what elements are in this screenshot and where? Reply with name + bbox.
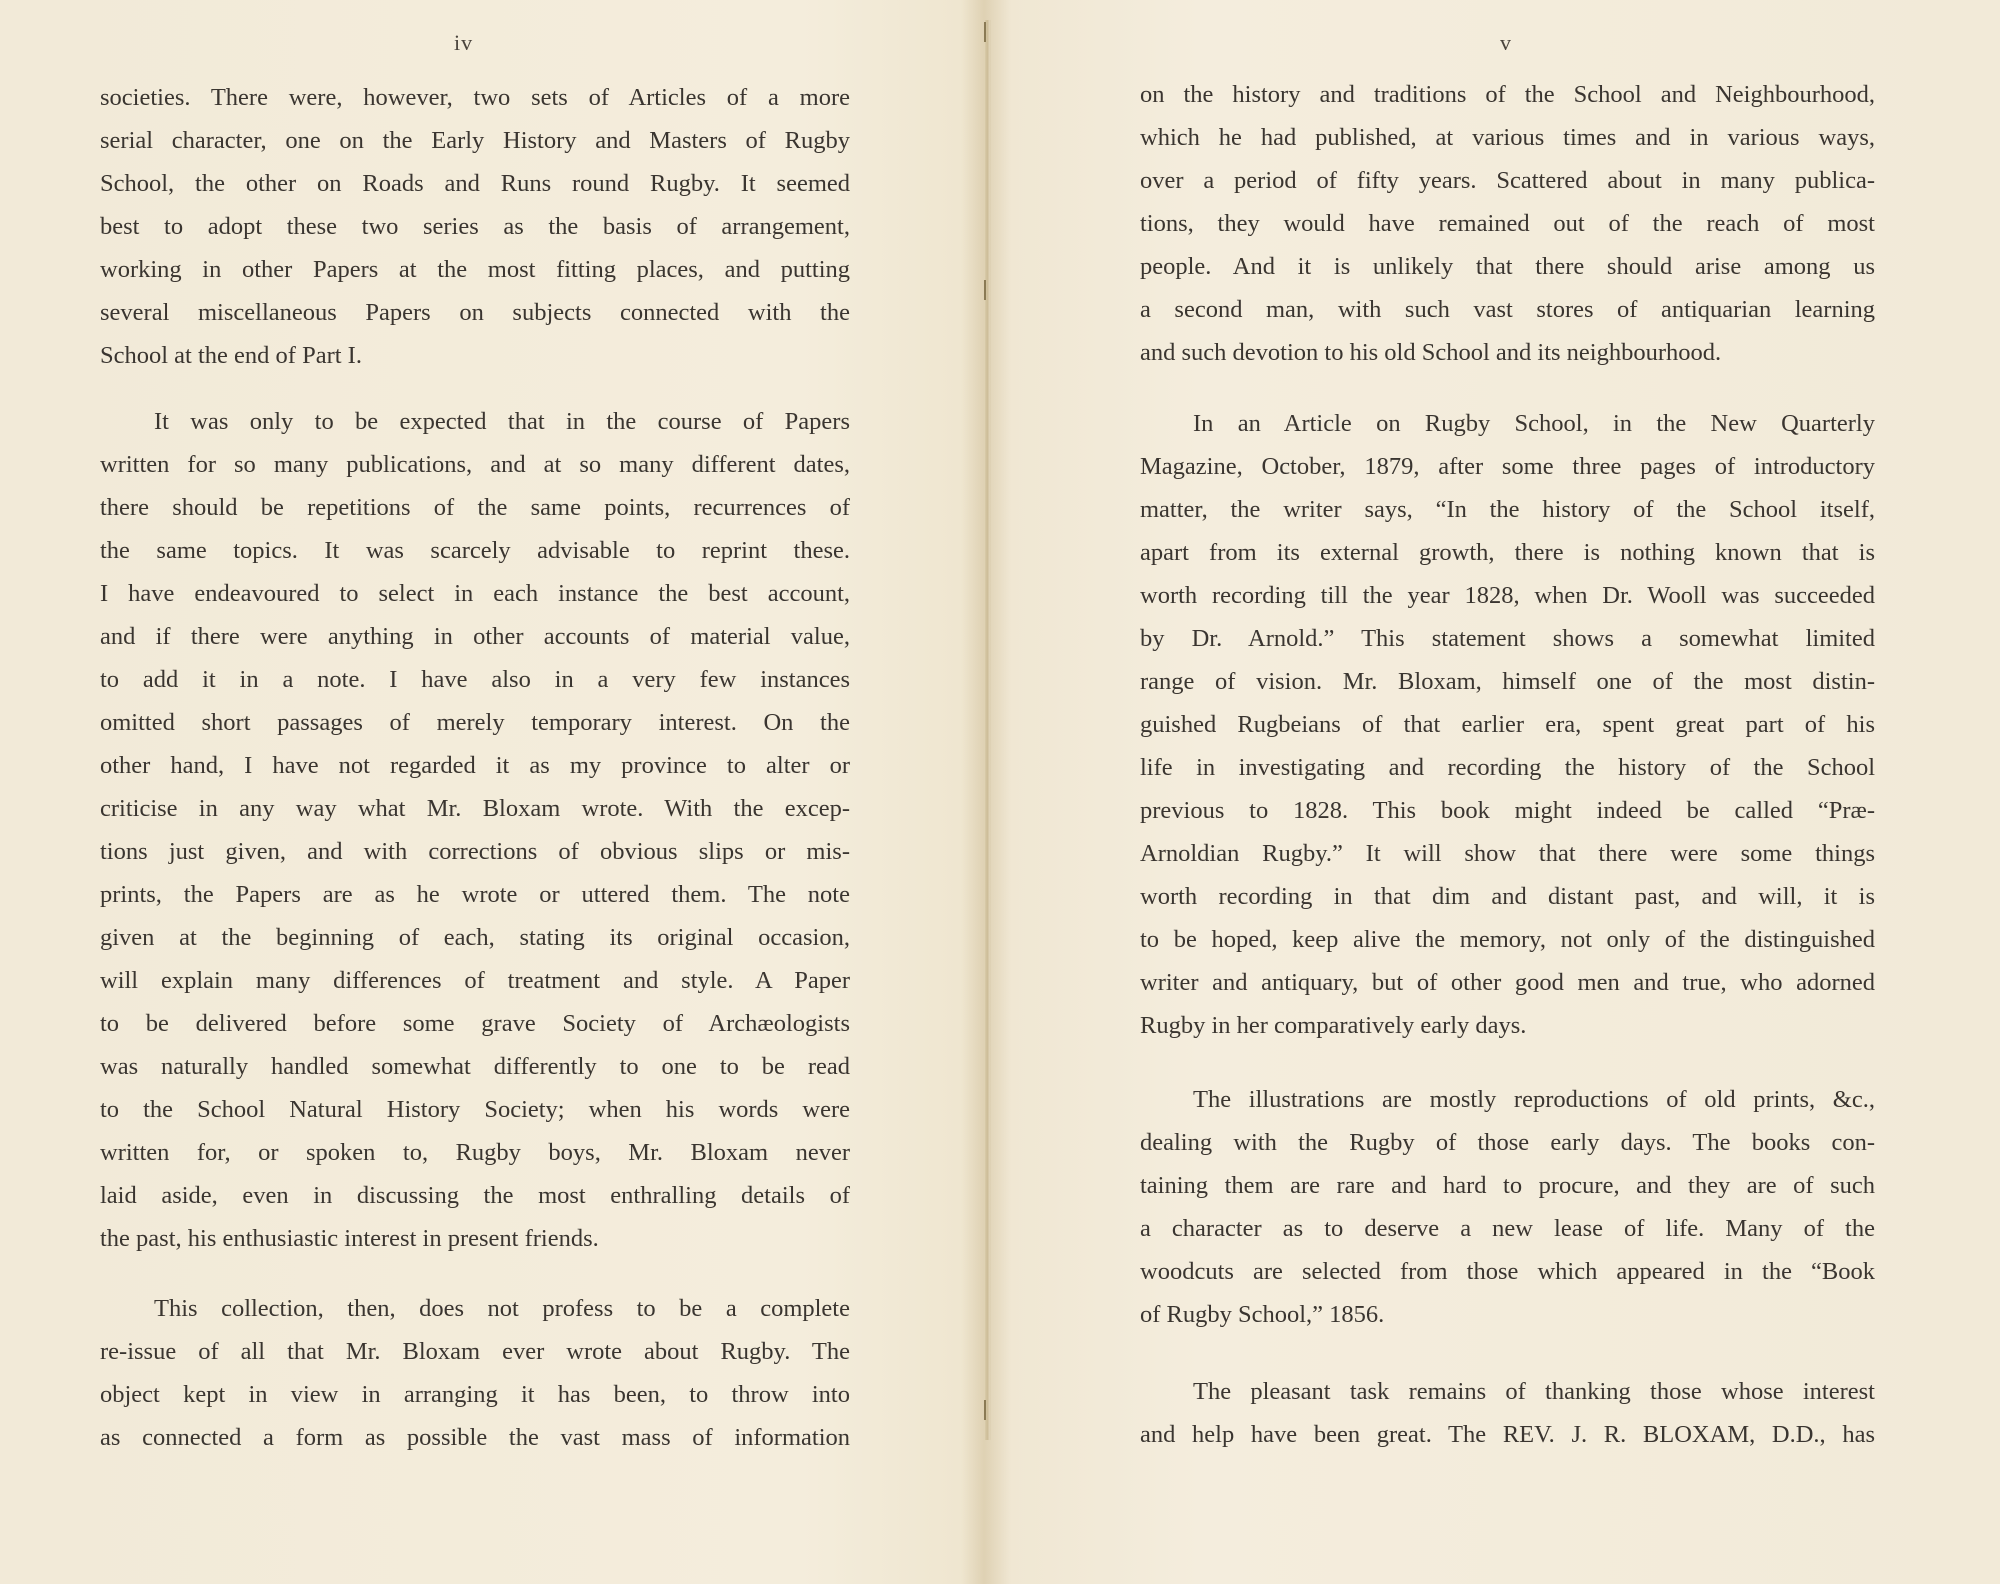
text-line: a second man, with such vast stores of antiquarian learning [1140,296,1875,323]
text-line: worth recording in that dim and distant past, and will, it is [1140,883,1875,910]
text-line: the past, his enthusiastic interest in present friends. [100,1225,599,1252]
text-line: criticise in any way what Mr. Bloxam wrote. With the excep- [100,795,850,822]
text-line: life in investigating and recording the history of the School [1140,754,1875,781]
text-line: tions, they would have remained out of the reach of most [1140,210,1875,237]
text-line: range of vision. Mr. Bloxam, himself one of the most distin- [1140,668,1875,695]
text-line: guished Rugbeians of that earlier era, spent great part of his [1140,711,1875,738]
text-line: several miscellaneous Papers on subjects connected with the [100,299,850,326]
text-line: laid aside, even in discussing the most enthralling details of [100,1182,850,1209]
text-line: The illustrations are mostly reproductions of old prints, &c., [1193,1086,1875,1113]
text-line: and if there were anything in other accounts of material value, [100,623,850,650]
binding-thread [984,280,996,300]
paragraph [100,76,850,377]
text-line: re-issue of all that Mr. Bloxam ever wrote about Rugby. The [100,1338,850,1365]
text-line: Rugby in her comparatively early days. [1140,1012,1527,1039]
text-line: the same topics. It was scarcely advisable to reprint these. [100,537,850,564]
text-line: given at the beginning of each, stating its original occasion, [100,924,850,951]
text-line: to add it in a note. I have also in a very few instances [100,666,850,693]
left-page [0,0,975,1584]
text-line: omitted short passages of merely temporary interest. On the [100,709,850,736]
text-line: was naturally handled somewhat differently to one to be read [100,1053,850,1080]
page-number: v [1500,30,1512,55]
text-line: to be hoped, keep alive the memory, not only of the distinguished [1140,926,1875,953]
text-line: The pleasant task remains of thanking those whose interest [1193,1378,1875,1405]
text-line: object kept in view in arranging it has been, to throw into [100,1381,850,1408]
text-line: societies. There were, however, two sets of Articles of a more [100,84,850,111]
text-line: woodcuts are selected from those which appeared in the “Book [1140,1258,1875,1285]
text-line: on the history and traditions of the School and Neighbourhood, [1140,81,1875,108]
text-line: matter, the writer says, “In the history of the School itself, [1140,496,1875,523]
text-line: In an Article on Rugby School, in the New Quarterly [1193,410,1875,437]
text-line: which he had published, at various times and in various ways, [1140,124,1875,151]
text-line: writer and antiquary, but of other good men and true, who adorned [1140,969,1875,996]
text-line: to the School Natural History Society; when his words were [100,1096,850,1123]
text-line: Magazine, October, 1879, after some three pages of introductory [1140,453,1875,480]
text-line: of Rugby School,” 1856. [1140,1301,1385,1328]
text-line: written for, or spoken to, Rugby boys, Mr. Bloxam never [100,1139,850,1166]
text-line: prints, the Papers are as he wrote or uttered them. The note [100,881,850,908]
paragraph [1140,402,1875,1047]
text-line: I have endeavoured to select in each instance the best account, [100,580,850,607]
text-line: over a period of fifty years. Scattered about in many publica- [1140,167,1875,194]
right-page [1000,0,2000,1584]
paragraph [1140,1078,1875,1336]
text-line: worth recording till the year 1828, when Dr. Wooll was succeeded [1140,582,1875,609]
paragraph [1140,73,1875,374]
binding-thread [984,22,996,42]
text-line: written for so many publications, and at so many different dates, [100,451,850,478]
text-line: It was only to be expected that in the course of Papers [154,408,850,435]
text-line: and such devotion to his old School and its neighbourhood. [1140,339,1722,366]
text-line: working in other Papers at the most fitting places, and putting [100,256,850,283]
text-line: by Dr. Arnold.” This statement shows a somewhat limited [1140,625,1875,652]
page-number: iv [454,30,474,55]
book-gutter [985,20,991,1440]
text-line: will explain many differences of treatment and style. A Paper [100,967,850,994]
text-line: best to adopt these two series as the basis of arrangement, [100,213,850,240]
text-line: to be delivered before some grave Society of Archæologists [100,1010,850,1037]
paragraph [100,400,850,1260]
text-line: a character as to deserve a new lease of life. Many of the [1140,1215,1875,1242]
paragraph [1140,1370,1875,1456]
text-line: dealing with the Rugby of those early days. The books con- [1140,1129,1875,1156]
text-line: previous to 1828. This book might indeed be called “Præ- [1140,797,1875,824]
text-line: This collection, then, does not profess to be a complete [154,1295,850,1322]
text-line: other hand, I have not regarded it as my province to alter or [100,752,850,779]
text-line: people. And it is unlikely that there should arise among us [1140,253,1875,280]
text-line: and help have been great. The REV. J. R. BLOXAM, D.D., has [1140,1421,1875,1448]
text-line: there should be repetitions of the same points, recurrences of [100,494,850,521]
text-line: School, the other on Roads and Runs round Rugby. It seemed [100,170,850,197]
text-line: apart from its external growth, there is nothing known that is [1140,539,1875,566]
text-line: as connected a form as possible the vast mass of information [100,1424,850,1451]
text-line: taining them are rare and hard to procure, and they are of such [1140,1172,1875,1199]
text-line: School at the end of Part I. [100,342,362,369]
text-line: Arnoldian Rugby.” It will show that there were some things [1140,840,1875,867]
paragraph [100,1287,850,1459]
binding-thread [984,1400,996,1420]
text-line: serial character, one on the Early History and Masters of Rugby [100,127,850,154]
text-line: tions just given, and with corrections of obvious slips or mis- [100,838,850,865]
